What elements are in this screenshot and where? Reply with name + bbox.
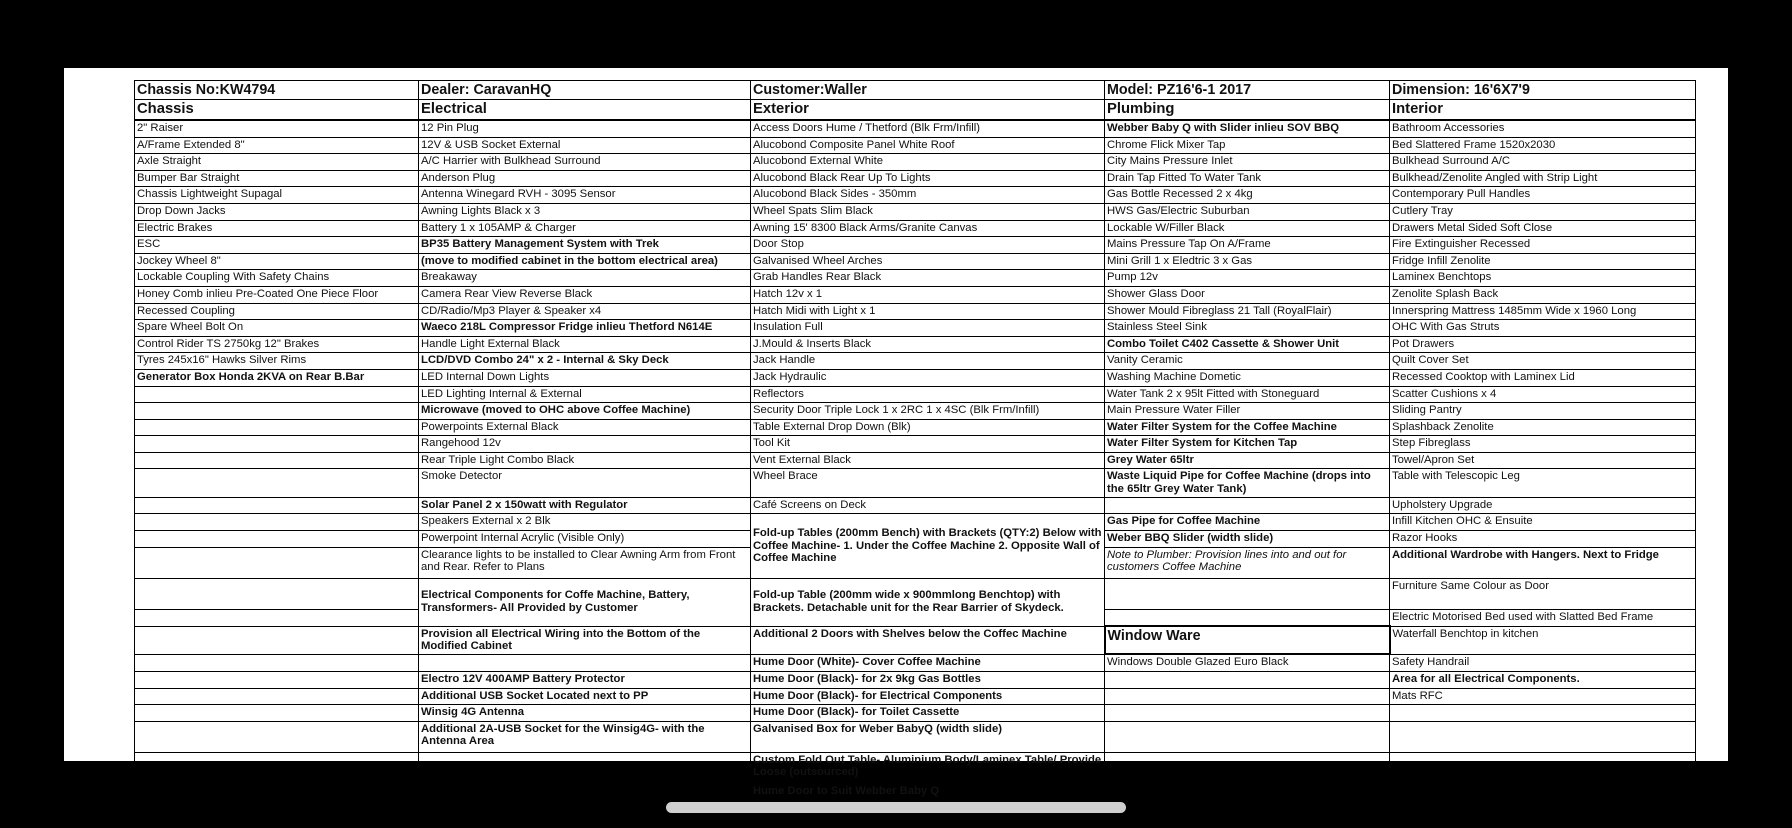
cell-plumbing — [1105, 721, 1390, 752]
cell-plumbing: Water Tank 2 x 95lt Fitted with Stoneguard — [1105, 386, 1390, 403]
table-row — [135, 783, 1696, 800]
cell-exterior: Hume Door (Black)- for Toilet Cassette — [751, 705, 1105, 722]
cell-exterior: Hume Door to Suit Webber Baby Q — [751, 783, 1105, 800]
table-row — [135, 469, 1696, 497]
cell-interior: Bulkhead/Zenolite Angled with Strip Light — [1390, 170, 1696, 187]
table-row — [135, 286, 1696, 303]
cell-chassis — [135, 752, 419, 783]
cell-electrical: Handle Light External Black — [419, 336, 751, 353]
cell-chassis — [135, 514, 419, 531]
cell-interior: Laminex Benchtops — [1390, 270, 1696, 287]
cell-chassis — [135, 403, 419, 420]
build-specification-table — [134, 80, 1696, 817]
cell-electrical: LED Lighting Internal & External — [419, 386, 751, 403]
cell-electrical: 12 Pin Plug — [419, 120, 751, 137]
header-row-interior: Dimension: 16'6X7'9 — [1390, 81, 1696, 100]
cell-chassis — [135, 386, 419, 403]
cell-electrical: Microwave (moved to OHC above Coffee Machine) — [419, 403, 751, 420]
table-row — [135, 688, 1696, 705]
section-row-electrical: Electrical — [419, 100, 751, 121]
cell-chassis: Lockable Coupling With Safety Chains — [135, 270, 419, 287]
cell-interior: Waterfall Benchtop in kitchen — [1390, 626, 1696, 654]
cell-exterior: Wheel Brace — [751, 469, 1105, 497]
cell-exterior: Insulation Full — [751, 320, 1105, 337]
cell-plumbing — [1105, 688, 1390, 705]
cell-chassis: Generator Box Honda 2KVA on Rear B.Bar — [135, 369, 419, 386]
cell-plumbing: Mains Pressure Tap On A/Frame — [1105, 237, 1390, 254]
cell-exterior: Vent External Black — [751, 452, 1105, 469]
cell-chassis: Honey Comb inlieu Pre-Coated One Piece Floor — [135, 286, 419, 303]
cell-exterior: Grab Handles Rear Black — [751, 270, 1105, 287]
cell-plumbing: Water Filter System for Kitchen Tap — [1105, 436, 1390, 453]
table-row — [135, 452, 1696, 469]
table-row — [135, 578, 1696, 609]
cell-exterior: Fold-up Tables (200mm Bench) with Brackets (QTY:2) Below with Coffee Machine- 1. Under the Coffee Machine 2. Opposite Wall of Coffee Machine — [751, 514, 1105, 578]
cell-chassis — [135, 547, 419, 578]
table-row — [135, 320, 1696, 337]
cell-electrical: Speakers External x 2 Blk — [419, 514, 751, 531]
cell-plumbing: Stainless Steel Sink — [1105, 320, 1390, 337]
cell-exterior: Hume Door (White)- Cover Coffee Machine — [751, 654, 1105, 671]
cell-chassis — [135, 419, 419, 436]
cell-chassis — [135, 578, 419, 609]
cell-interior: Bed Slattered Frame 1520x2030 — [1390, 137, 1696, 154]
cell-chassis — [135, 783, 419, 800]
horizontal-scrollbar[interactable] — [666, 802, 1126, 813]
cell-electrical: 12V & USB Socket External — [419, 137, 751, 154]
cell-plumbing: Grey Water 65ltr — [1105, 452, 1390, 469]
section-row — [135, 100, 1696, 121]
cell-electrical: CD/Radio/Mp3 Player & Speaker x4 — [419, 303, 751, 320]
cell-interior — [1390, 752, 1696, 783]
cell-chassis — [135, 436, 419, 453]
cell-plumbing: HWS Gas/Electric Suburban — [1105, 203, 1390, 220]
cell-exterior: Alucobond Black Sides - 350mm — [751, 187, 1105, 204]
cell-interior: Zenolite Splash Back — [1390, 286, 1696, 303]
table-row — [135, 436, 1696, 453]
cell-exterior: Fold-up Table (200mm wide x 900mmlong Benchtop) with Brackets. Detachable unit for the Rear Barrier of Skydeck. — [751, 578, 1105, 626]
table-row — [135, 270, 1696, 287]
cell-plumbing — [1105, 672, 1390, 689]
cell-exterior: Awning 15' 8300 Black Arms/Granite Canvas — [751, 220, 1105, 237]
cell-electrical: Powerpoint Internal Acrylic (Visible Only) — [419, 530, 751, 547]
cell-electrical: BP35 Battery Management System with Trek — [419, 237, 751, 254]
cell-electrical: Rangehood 12v — [419, 436, 751, 453]
cell-chassis — [135, 530, 419, 547]
cell-chassis: Chassis Lightweight Supagal — [135, 187, 419, 204]
cell-interior: Bulkhead Surround A/C — [1390, 154, 1696, 171]
header-row-plumbing: Model: PZ16'6-1 2017 — [1105, 81, 1390, 100]
cell-interior: Infill Kitchen OHC & Ensuite — [1390, 514, 1696, 531]
cell-chassis — [135, 672, 419, 689]
table-row — [135, 253, 1696, 270]
cell-plumbing: Window Ware — [1105, 626, 1390, 654]
cell-exterior: Alucobond Black Rear Up To Lights — [751, 170, 1105, 187]
table-row — [135, 403, 1696, 420]
cell-chassis — [135, 721, 419, 752]
cell-exterior: Security Door Triple Lock 1 x 2RC 1 x 4SC (Blk Frm/Infill) — [751, 403, 1105, 420]
cell-interior: Upholstery Upgrade — [1390, 497, 1696, 514]
cell-exterior: Custom Fold Out Table- Aluminium Body/Laminex Table/ Provide Loose (outsourced) — [751, 752, 1105, 783]
table-row — [135, 120, 1696, 137]
cell-interior: Quilt Cover Set — [1390, 353, 1696, 370]
cell-plumbing: City Mains Pressure Inlet — [1105, 154, 1390, 171]
cell-plumbing: Webber Baby Q with Slider inlieu SOV BBQ — [1105, 120, 1390, 137]
cell-interior: Innerspring Mattress 1485mm Wide x 1960 Long — [1390, 303, 1696, 320]
header-row-electrical: Dealer: CaravanHQ — [419, 81, 751, 100]
cell-interior: Electric Motorised Bed used with Slatted Bed Frame — [1390, 609, 1696, 626]
table-row — [135, 705, 1696, 722]
cell-electrical: Powerpoints External Black — [419, 419, 751, 436]
cell-exterior: Galvanised Wheel Arches — [751, 253, 1105, 270]
table-row — [135, 154, 1696, 171]
cell-interior: Fridge Infill Zenolite — [1390, 253, 1696, 270]
table-row — [135, 237, 1696, 254]
table-row — [135, 187, 1696, 204]
cell-electrical: Battery 1 x 105AMP & Charger — [419, 220, 751, 237]
cell-electrical: Breakaway — [419, 270, 751, 287]
cell-plumbing: Gas Bottle Recessed 2 x 4kg — [1105, 187, 1390, 204]
cell-plumbing — [1105, 800, 1390, 817]
cell-chassis: Control Rider TS 2750kg 12" Brakes — [135, 336, 419, 353]
cell-interior: Additional Wardrobe with Hangers. Next to Fridge — [1390, 547, 1696, 578]
cell-plumbing — [1105, 705, 1390, 722]
header-row-chassis: Chassis No:KW4794 — [135, 81, 419, 100]
cell-interior — [1390, 721, 1696, 752]
cell-interior: Drawers Metal Sided Soft Close — [1390, 220, 1696, 237]
cell-exterior: Jack Handle — [751, 353, 1105, 370]
cell-plumbing — [1105, 578, 1390, 609]
cell-plumbing: Combo Toilet C402 Cassette & Shower Unit — [1105, 336, 1390, 353]
cell-electrical: Clearance lights to be installed to Clear Awning Arm from Front and Rear. Refer to Plans — [419, 547, 751, 578]
cell-chassis: Axle Straight — [135, 154, 419, 171]
cell-interior — [1390, 800, 1696, 817]
cell-exterior: Access Doors Hume / Thetford (Blk Frm/Infill) — [751, 120, 1105, 137]
cell-plumbing — [1105, 783, 1390, 800]
cell-chassis — [135, 452, 419, 469]
table-row — [135, 353, 1696, 370]
table-row — [135, 654, 1696, 671]
table-row — [135, 336, 1696, 353]
table-row — [135, 419, 1696, 436]
table-row — [135, 137, 1696, 154]
cell-exterior: Alucobond External White — [751, 154, 1105, 171]
cell-exterior: Hatch 12v x 1 — [751, 286, 1105, 303]
cell-electrical: Awning Lights Black x 3 — [419, 203, 751, 220]
cell-interior: Towel/Apron Set — [1390, 452, 1696, 469]
cell-chassis: A/Frame Extended 8" — [135, 137, 419, 154]
cell-interior: Safety Handrail — [1390, 654, 1696, 671]
cell-electrical — [419, 752, 751, 783]
cell-exterior: Jack Hydraulic — [751, 369, 1105, 386]
cell-interior: Mats RFC — [1390, 688, 1696, 705]
cell-electrical: Anderson Plug — [419, 170, 751, 187]
cell-exterior: Tool Kit — [751, 436, 1105, 453]
cell-plumbing: Shower Glass Door — [1105, 286, 1390, 303]
cell-chassis: 2" Raiser — [135, 120, 419, 137]
cell-electrical: Electro 12V 400AMP Battery Protector — [419, 672, 751, 689]
cell-electrical: LED Internal Down Lights — [419, 369, 751, 386]
section-row-exterior: Exterior — [751, 100, 1105, 121]
cell-plumbing: Note to Plumber: Provision lines into and out for customers Coffee Machine — [1105, 547, 1390, 578]
cell-electrical: Winsig 4G Antenna — [419, 705, 751, 722]
cell-interior: Recessed Cooktop with Laminex Lid — [1390, 369, 1696, 386]
cell-electrical: Rear Triple Light Combo Black — [419, 452, 751, 469]
cell-chassis: Electric Brakes — [135, 220, 419, 237]
cell-plumbing: Mini Grill 1 x Eledtric 3 x Gas — [1105, 253, 1390, 270]
table-row — [135, 303, 1696, 320]
cell-plumbing: Gas Pipe for Coffee Machine — [1105, 514, 1390, 531]
cell-chassis — [135, 609, 419, 626]
cell-plumbing: Drain Tap Fitted To Water Tank — [1105, 170, 1390, 187]
cell-interior: Area for all Electrical Components. — [1390, 672, 1696, 689]
cell-chassis: Drop Down Jacks — [135, 203, 419, 220]
cell-interior: Step Fibreglass — [1390, 436, 1696, 453]
cell-plumbing: Weber BBQ Slider (width slide) — [1105, 530, 1390, 547]
table-row — [135, 220, 1696, 237]
table-row — [135, 752, 1696, 783]
cell-electrical: Antenna Winegard RVH - 3095 Sensor — [419, 187, 751, 204]
cell-chassis — [135, 688, 419, 705]
cell-interior — [1390, 705, 1696, 722]
cell-interior: Cutlery Tray — [1390, 203, 1696, 220]
cell-chassis — [135, 469, 419, 497]
cell-exterior: Hatch Midi with Light x 1 — [751, 303, 1105, 320]
cell-interior: Scatter Cushions x 4 — [1390, 386, 1696, 403]
spec-sheet-document — [64, 68, 1728, 797]
cell-plumbing — [1105, 609, 1390, 626]
header-row — [135, 81, 1696, 100]
cell-exterior: Hume Door (Black)- for 2x 9kg Gas Bottles — [751, 672, 1105, 689]
cell-exterior: Hume Door (Black)- for Electrical Components — [751, 688, 1105, 705]
cell-electrical — [419, 654, 751, 671]
cell-exterior: Alucobond Composite Panel White Roof — [751, 137, 1105, 154]
cell-chassis: Recessed Coupling — [135, 303, 419, 320]
cell-electrical: (move to modified cabinet in the bottom electrical area) — [419, 253, 751, 270]
cell-electrical: Additional 2A-USB Socket for the Winsig4G- with the Antenna Area — [419, 721, 751, 752]
cell-interior: Furniture Same Colour as Door — [1390, 578, 1696, 609]
cell-interior: Razor Hooks — [1390, 530, 1696, 547]
cell-exterior: Galvanised Box for Weber BabyQ (width slide) — [751, 721, 1105, 752]
cell-chassis: Jockey Wheel 8" — [135, 253, 419, 270]
cell-electrical — [419, 783, 751, 800]
cell-exterior: J.Mould & Inserts Black — [751, 336, 1105, 353]
table-row — [135, 721, 1696, 752]
cell-electrical: Additional USB Socket Located next to PP — [419, 688, 751, 705]
cell-interior: Fire Extinguisher Recessed — [1390, 237, 1696, 254]
table-row — [135, 514, 1696, 531]
cell-interior — [1390, 783, 1696, 800]
cell-interior: Splashback Zenolite — [1390, 419, 1696, 436]
table-row — [135, 497, 1696, 514]
section-row-interior: Interior — [1390, 100, 1696, 121]
cell-exterior: Reflectors — [751, 386, 1105, 403]
cell-chassis: Spare Wheel Bolt On — [135, 320, 419, 337]
section-row-chassis: Chassis — [135, 100, 419, 121]
table-row — [135, 386, 1696, 403]
cell-exterior: Door Stop — [751, 237, 1105, 254]
cell-plumbing: Lockable W/Filler Black — [1105, 220, 1390, 237]
section-row-plumbing: Plumbing — [1105, 100, 1390, 121]
cell-plumbing — [1105, 752, 1390, 783]
cell-electrical: Smoke Detector — [419, 469, 751, 497]
cell-chassis — [135, 705, 419, 722]
cell-interior: Pot Drawers — [1390, 336, 1696, 353]
cell-chassis — [135, 800, 419, 817]
cell-exterior: Wheel Spats Slim Black — [751, 203, 1105, 220]
cell-chassis: Tyres 245x16" Hawks Silver Rims — [135, 353, 419, 370]
cell-plumbing: Main Pressure Water Filler — [1105, 403, 1390, 420]
header-row-exterior: Customer:Waller — [751, 81, 1105, 100]
cell-chassis: ESC — [135, 237, 419, 254]
table-row — [135, 369, 1696, 386]
table-row — [135, 672, 1696, 689]
cell-electrical: Camera Rear View Reverse Black — [419, 286, 751, 303]
cell-exterior: Café Screens on Deck — [751, 497, 1105, 514]
cell-plumbing: Washing Machine Dometic — [1105, 369, 1390, 386]
cell-chassis — [135, 626, 419, 654]
cell-chassis — [135, 497, 419, 514]
cell-plumbing: Vanity Ceramic — [1105, 353, 1390, 370]
cell-interior: Table with Telescopic Leg — [1390, 469, 1696, 497]
cell-exterior: Additional 2 Doors with Shelves below the Coffec Machine — [751, 626, 1105, 654]
table-row — [135, 203, 1696, 220]
cell-electrical: A/C Harrier with Bulkhead Surround — [419, 154, 751, 171]
cell-interior: Bathroom Accessories — [1390, 120, 1696, 137]
cell-plumbing: Pump 12v — [1105, 270, 1390, 287]
cell-plumbing: Water Filter System for the Coffee Machine — [1105, 419, 1390, 436]
cell-plumbing: Shower Mould Fibreglass 21 Tall (RoyalFlair) — [1105, 303, 1390, 320]
cell-electrical: LCD/DVD Combo 24" x 2 - Internal & Sky Deck — [419, 353, 751, 370]
cell-interior: Sliding Pantry — [1390, 403, 1696, 420]
cell-chassis: Bumper Bar Straight — [135, 170, 419, 187]
cell-plumbing: Windows Double Glazed Euro Black — [1105, 654, 1390, 671]
cell-electrical: Solar Panel 2 x 150watt with Regulator — [419, 497, 751, 514]
table-row — [135, 626, 1696, 654]
cell-plumbing: Waste Liquid Pipe for Coffee Machine (drops into the 65ltr Grey Water Tank) — [1105, 469, 1390, 497]
cell-plumbing — [1105, 497, 1390, 514]
cell-plumbing: Chrome Flick Mixer Tap — [1105, 137, 1390, 154]
cell-electrical: Electrical Components for Coffe Machine, Battery, Transformers- All Provided by Customer — [419, 578, 751, 626]
cell-interior: OHC With Gas Struts — [1390, 320, 1696, 337]
cell-electrical: Provision all Electrical Wiring into the Bottom of the Modified Cabinet — [419, 626, 751, 654]
cell-exterior: Table External Drop Down (Blk) — [751, 419, 1105, 436]
cell-electrical: Waeco 218L Compressor Fridge inlieu Thetford N614E — [419, 320, 751, 337]
cell-chassis — [135, 654, 419, 671]
table-row — [135, 170, 1696, 187]
cell-interior: Contemporary Pull Handles — [1390, 187, 1696, 204]
